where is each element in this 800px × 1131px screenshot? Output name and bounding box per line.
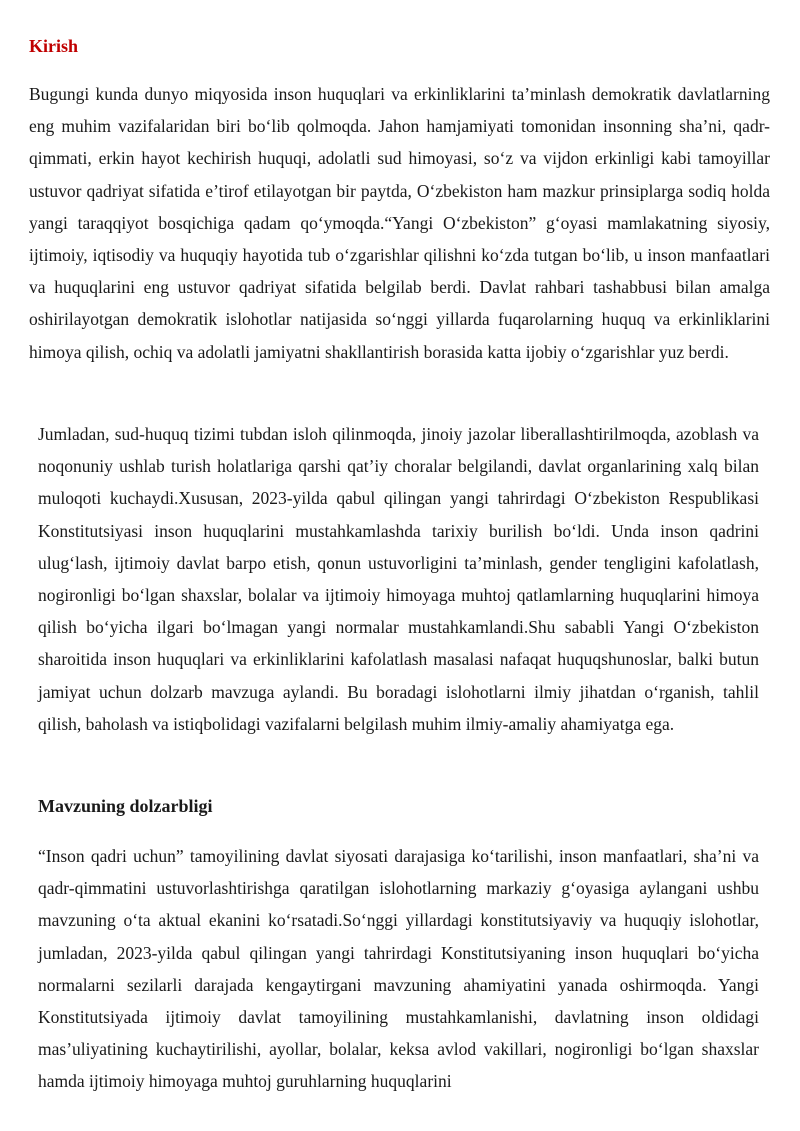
section-heading-introduction: Kirish [29,36,79,56]
relevance-paragraph: “Inson qadri uchun” tamoyilining davlat siyosati darajasiga ko‘tarilishi, inson manfaatlari, sha’ni va qadr-qimmatini ustuvorlashtirishga qaratilgan islohotlarning markaziy g‘oyasiga aylangani ushbu mavzuning o‘ta aktual ekanini ko‘rsatadi.So‘nggi yillardagi konstitutsiyaviy va huquqiy islohotlar, jumladan, 2023-yilda qabul qilingan yangi tahrirdagi Konstitutsiyaning inson huquqlari bo‘yicha normalarni sezilarli darajada kengaytirgani mavzuning ahamiyatini yanada oshirmoqda. Yangi Konstitutsiyada ijtimoiy davlat tamoyilining mustahkamlanishi, davlatning inson oldidagi mas’uliyatining kuchaytirilishi, ayollar, bolalar, keksa avlod vakillari, nogironligi bo‘lgan shaxslar hamda ijtimoiy himoyaga muhtoj guruhlarning huquqlarini [38,846,759,1092]
section-heading-relevance: Mavzuning dolzarbligi [38,796,213,816]
introduction-paragraph-1: Bugungi kunda dunyo miqyosida inson huquqlari va erkinliklarini ta’minlash demokratik davlatlarning eng muhim vazifalaridan biri bo‘lib qolmoqda. Jahon hamjamiyati tomonidan insonning sha’ni, qadr-qimmati, erkin hayot kechirish huquqi, adolatli sud himoyasi, so‘z va vijdon erkinligi kabi tamoyillar ustuvor qadriyat sifatida e’tirof etilayotgan bir paytda, O‘zbekiston ham mazkur prinsiplarga sodiq holda yangi taraqqiyot bosqichiga qadam qo‘ymoqda.“Yangi O‘zbekiston” g‘oyasi mamlakatning siyosiy, ijtimoiy, iqtisodiy va huquqiy hayotida tub o‘zgarishlar qilishni ko‘zda tutgan bo‘lib, u inson manfaatlari va huquqlarini eng ustuvor qadriyat sifatida belgilab berdi. Davlat rahbari tashabbusi bilan amalga oshirilayotgan demokratik islohotlar natijasida so‘nggi yillarda fuqarolarning huquq va erkinliklarini himoya qilish, ochiq va adolatli jamiyatni shakllantirish borasida katta ijobiy o‘zgarishlar yuz berdi. [29,84,770,362]
introduction-paragraph-2: Jumladan, sud-huquq tizimi tubdan isloh qilinmoqda, jinoiy jazolar liberallashtirilmoqda, azoblash va noqonuniy ushlab turish holatlariga qarshi qat’iy choralar belgilandi, davlat organlarining xalq bilan muloqoti kuchaydi.Xususan, 2023-yilda qabul qilingan yangi tahrirdagi O‘zbekiston Respublikasi Konstitutsiyasi inson huquqlarini mustahkamlashda tarixiy burilish bo‘ldi. Unda inson qadrini ulug‘lash, ijtimoiy davlat barpo etish, qonun ustuvorligini ta’minlash, gender tengligini kafolatlash, nogironligi bo‘lgan shaxslar, bolalar va ijtimoiy himoyaga muhtoj qatlamlarning huquqlarini himoya qilish bo‘yicha ilgari bo‘lmagan yangi normalar mustahkamlandi.Shu sababli Yangi O‘zbekiston sharoitida inson huquqlari va erkinliklarini kafolatlash masalasi nafaqat huquqshunoslar, balki butun jamiyat uchun dolzarb mavzuga aylandi. Bu boradagi islohotlarni ilmiy jihatdan o‘rganish, tahlil qilish, baholash va istiqbolidagi vazifalarni belgilash muhim ilmiy-amaliy ahamiyatga ega. [38,424,759,734]
